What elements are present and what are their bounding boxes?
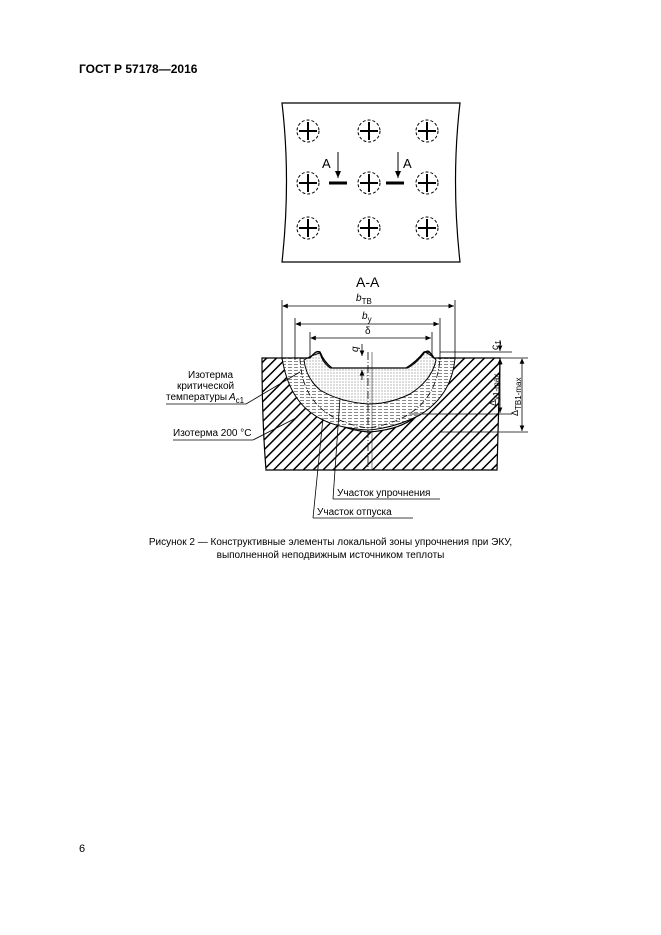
dim-b-tv: $b_{ТВ}$ (356, 293, 372, 306)
dim-b-y: $b_у$ (362, 311, 372, 324)
dim-delta: δ (365, 326, 371, 337)
section-cut-right (386, 152, 404, 183)
spot-mark (416, 120, 438, 142)
callout-critical-3: температуры (166, 392, 228, 403)
caption-line-1: Рисунок 2 — Конструктивные элементы локальной зоны упрочнения при ЭКУ, (148, 537, 513, 548)
spot-mark (416, 217, 438, 239)
spot-mark (358, 217, 380, 239)
dim-delta-tv1-max: ΔТВ1-max (510, 377, 523, 416)
figure-caption (120, 536, 541, 562)
callout-isotherm-200: Изотерма 200 °C (173, 428, 252, 439)
callout-critical-1: Изотерма (188, 370, 234, 381)
caption-line-2: выполненной неподвижным источником теплоты (216, 550, 445, 561)
dim-delta-y1-max: Δу1-max (488, 373, 501, 406)
dim-c1: $c_1$ (490, 340, 503, 350)
callout-critical-2: критической (177, 381, 235, 392)
spot-mark (297, 217, 319, 239)
callout-critical-symbol: $A_{c1}$ (229, 392, 245, 405)
section-cut-left (329, 152, 347, 183)
callout-hardening-zone: Участок упрочнения (337, 488, 431, 499)
cut-label-right: А (403, 156, 412, 171)
document-header: ГОСТ Р 57178—2016 (79, 62, 198, 76)
callout-tempering-zone: Участок отпуска (317, 507, 392, 518)
dim-q: q (350, 346, 361, 352)
spot-mark (358, 120, 380, 142)
spot-mark (297, 172, 319, 194)
section-view (262, 351, 500, 470)
plan-view (282, 103, 460, 262)
spot-mark (358, 172, 380, 194)
page-number: 6 (79, 843, 86, 855)
spot-mark (416, 172, 438, 194)
spot-mark (297, 120, 319, 142)
cut-label-left: А (322, 156, 331, 171)
section-label: А-А (356, 274, 380, 290)
